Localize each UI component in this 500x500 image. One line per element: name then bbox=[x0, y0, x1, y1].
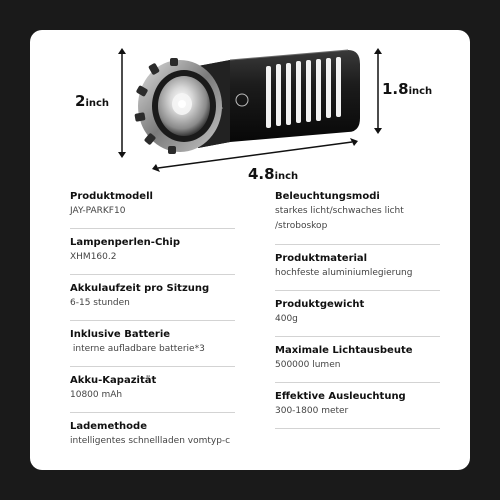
divider bbox=[70, 412, 235, 413]
right-dimension: 1.8inch bbox=[382, 80, 433, 98]
spec-label: Inklusive Batterie bbox=[70, 329, 171, 340]
spec-value: 10800 mAh bbox=[70, 390, 123, 400]
spec-label: Produktmodell bbox=[70, 191, 153, 202]
spec-item bbox=[275, 390, 440, 419]
spec-label: Akkulaufzeit pro Sitzung bbox=[70, 283, 210, 294]
spec-item bbox=[70, 374, 235, 403]
spec-label: Beleuchtungsmodi bbox=[275, 191, 380, 202]
spec-value: intelligentes schnellladen vomtyp-c bbox=[70, 436, 231, 446]
height-marker bbox=[118, 48, 126, 158]
spec-value: 300-1800 meter bbox=[275, 406, 349, 416]
divider bbox=[70, 320, 235, 321]
spec-value: interne aufladbare batterie*3 bbox=[70, 344, 205, 354]
spec-label: Produktmaterial bbox=[275, 253, 368, 264]
spec-value: hochfeste aluminiumlegierung bbox=[275, 268, 413, 278]
divider bbox=[275, 382, 440, 383]
divider bbox=[275, 428, 440, 429]
spec-item bbox=[70, 328, 235, 357]
spec-item bbox=[70, 190, 235, 219]
spec-label: Lampenperlen-Chip bbox=[70, 237, 180, 248]
width-marker bbox=[374, 48, 382, 134]
divider bbox=[275, 290, 440, 291]
spec-item bbox=[275, 252, 440, 281]
product-card bbox=[30, 30, 470, 470]
spec-value: 400g bbox=[275, 314, 298, 324]
divider bbox=[275, 244, 440, 245]
flashlight-body bbox=[198, 50, 360, 148]
spec-label: Effektive Ausleuchtung bbox=[275, 391, 406, 402]
divider bbox=[275, 336, 440, 337]
spec-item bbox=[275, 190, 440, 234]
led-emitter bbox=[178, 100, 186, 108]
spec-item bbox=[70, 282, 235, 311]
divider bbox=[70, 228, 235, 229]
spec-value: JAY-PARKF10 bbox=[70, 206, 126, 216]
height-dimension: 2inch bbox=[75, 92, 110, 110]
spec-item bbox=[70, 236, 235, 265]
spec-label: Lademethode bbox=[70, 421, 147, 432]
divider bbox=[70, 274, 235, 275]
spec-label: Akku-Kapazität bbox=[70, 375, 157, 386]
length-dimension: 4.8inch bbox=[248, 165, 299, 183]
spec-value: 6-15 stunden bbox=[70, 298, 130, 308]
spec-label: Produktgewicht bbox=[275, 299, 365, 310]
spec-value-continued: /stroboskop bbox=[275, 221, 328, 231]
spec-value: starkes licht/schwaches licht bbox=[275, 206, 404, 216]
spec-item bbox=[70, 420, 235, 449]
spec-item bbox=[275, 298, 440, 327]
divider bbox=[70, 366, 235, 367]
spec-label: Maximale Lichtausbeute bbox=[275, 345, 413, 356]
product-image-area bbox=[30, 30, 470, 190]
spec-value: XHM160.2 bbox=[70, 252, 117, 262]
spec-value: 500000 lumen bbox=[275, 360, 341, 370]
spec-item bbox=[275, 344, 440, 373]
